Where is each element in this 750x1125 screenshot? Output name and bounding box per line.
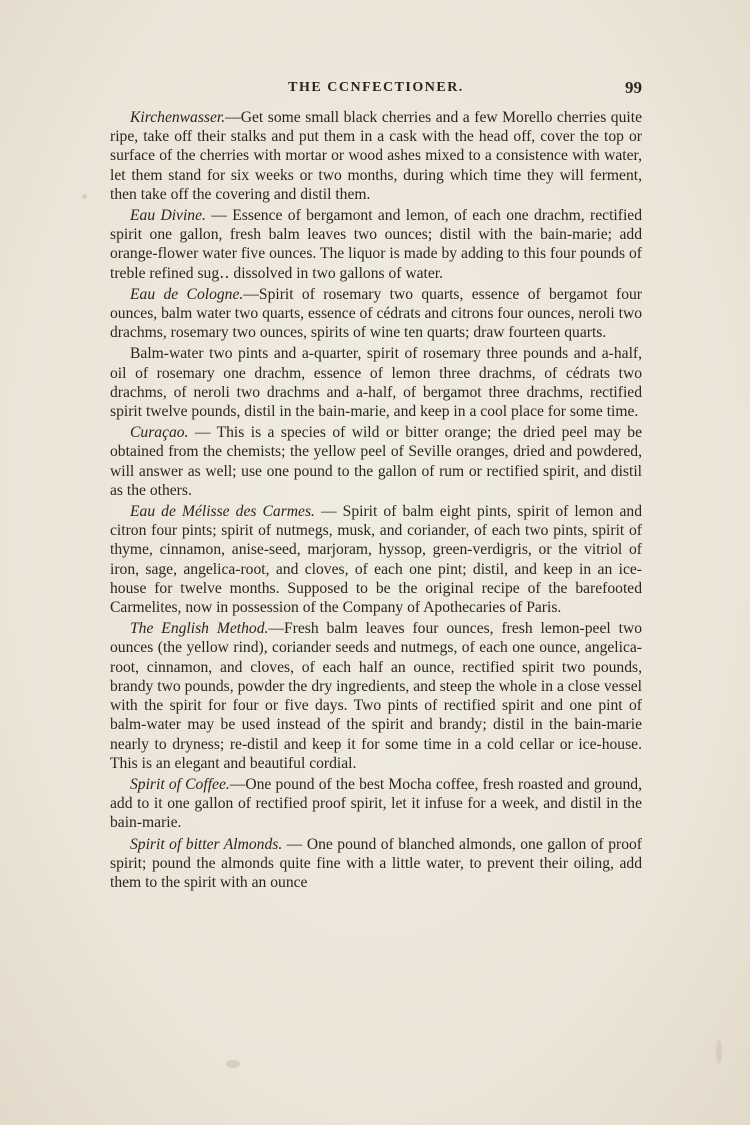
recipe-text: — One pound of blanched almonds, one gallon of proof spirit; pound the almonds quite fine with a little water, to prevent their oiling, add them to the spirit with an ounce [110,835,642,891]
recipe-heading: Eau Divine. [130,207,206,225]
recipe-heading: Spirit of bitter Almonds. [130,835,283,853]
recipe-spirit-of-coffee [110,775,642,833]
recipe-heading: Eau de Mélisse des Carmes. [130,503,315,521]
recipe-cologne-variant [110,344,642,421]
recipe-eau-de-cologne [110,285,642,343]
recipe-kirchenwasser [110,108,642,204]
recipe-heading: Spirit of Coffee. [130,775,230,793]
recipe-english-method [110,619,642,773]
recipe-curacao [110,423,642,500]
ink-smudge [226,1060,240,1068]
recipe-text: —Get some small black cherries and a few Morello cherries quite ripe, take off their stalks and put them in a cask with the head off, cover the top or surface of the cherries with mortar or wood ashes mixed to a consistence with water, let them stand for six weeks or two months, during which time they will ferment, then take off the covering and distil them. [110,109,642,203]
recipe-text: —Spirit of rosemary two quarts, essence of bergamot four ounces, balm water two quarts, essence of cédrats and citrons four ounces, neroli two drachms, rosemary two ounces, spirits of wine ten quarts; draw fourteen quarts. [110,285,643,342]
recipe-spirit-of-bitter-almonds [110,835,642,893]
recipe-heading: Kirchenwasser. [130,109,226,126]
ink-smudge [82,194,87,199]
ink-smudge [716,1040,722,1064]
recipe-text: —One pound of the best Mocha coffee, fresh roasted and ground, add to it one gallon of rectified proof spirit, let it infuse for a week, and distil in the bain-marie. [110,775,642,832]
recipe-text: — This is a species of wild or bitter orange; the dried peel may be obtained from the chemists; the yellow peel of Seville oranges, dried and powdered, will answer as well; use one pound to the gallon of rum or rectified spirit, and distil as the others. [110,424,642,499]
recipe-text: —Fresh balm leaves four ounces, fresh lemon-peel two ounces (the yellow rind), coriander seeds and nutmegs, of each one ounce, angelica-root, cinnamon, and cloves, of each half an ounce, rectified spirit two pounds, brandy two pounds, powder the dry ingredients, and steep the whole in a close vessel with the spirit for four or five days. Two pints of rectified spirit and one pint of balm-water may be used instead of the spirit and brandy; distil in the bain-marie nearly to dryness; re-distil and keep it for some time in a cold cellar or ice-house. This is an elegant and beautiful cordial. [110,620,642,772]
recipe-eau-de-melisse [110,502,642,617]
recipe-text: — Essence of bergamont and lemon, of each one drachm, rectified spirit one gallon, fresh balm leaves two ounces; distil with the bain-marie; add orange-flower water five ounces. The liquor is made by adding to this four pounds of treble refined sug‥ dissolved in two gallons of water. [110,207,642,282]
recipe-heading: Eau de Cologne. [130,285,244,303]
running-head [110,78,642,100]
recipe-heading: Curaçao. [130,424,189,442]
page-number: 99 [625,78,642,97]
body-text [110,108,642,894]
running-title: THE CCNFECTIONER. [288,80,464,95]
recipe-text: Balm-water two pints and a-quarter, spirit of rosemary three pounds and a-half, oil of rosemary one drachm, essence of lemon three drachms, of cédrats two drachms, of neroli two drachms and a-half, of bergamot three drachms, rectified spirit twelve pounds, distil in the bain-marie, and keep in a cool place for some time. [110,345,642,421]
recipe-heading: The English Method. [130,620,269,638]
recipe-eau-divine [110,206,642,283]
recipe-text: — Spirit of balm eight pints, spirit of lemon and citron four pints; spirit of nutmegs, musk, and coriander, of each two pints, spirit of thyme, cinnamon, anise-seed, marjoram, hyssop, green-verdigris, or the vitriol of iron, sage, angelica-root, and cloves, of each one pint; distil, and keep in an ice-house for twelve months. Supposed to be the original recipe of the barefooted Carmelites, now in possession of the Company of Apothecaries of Paris. [110,503,642,617]
